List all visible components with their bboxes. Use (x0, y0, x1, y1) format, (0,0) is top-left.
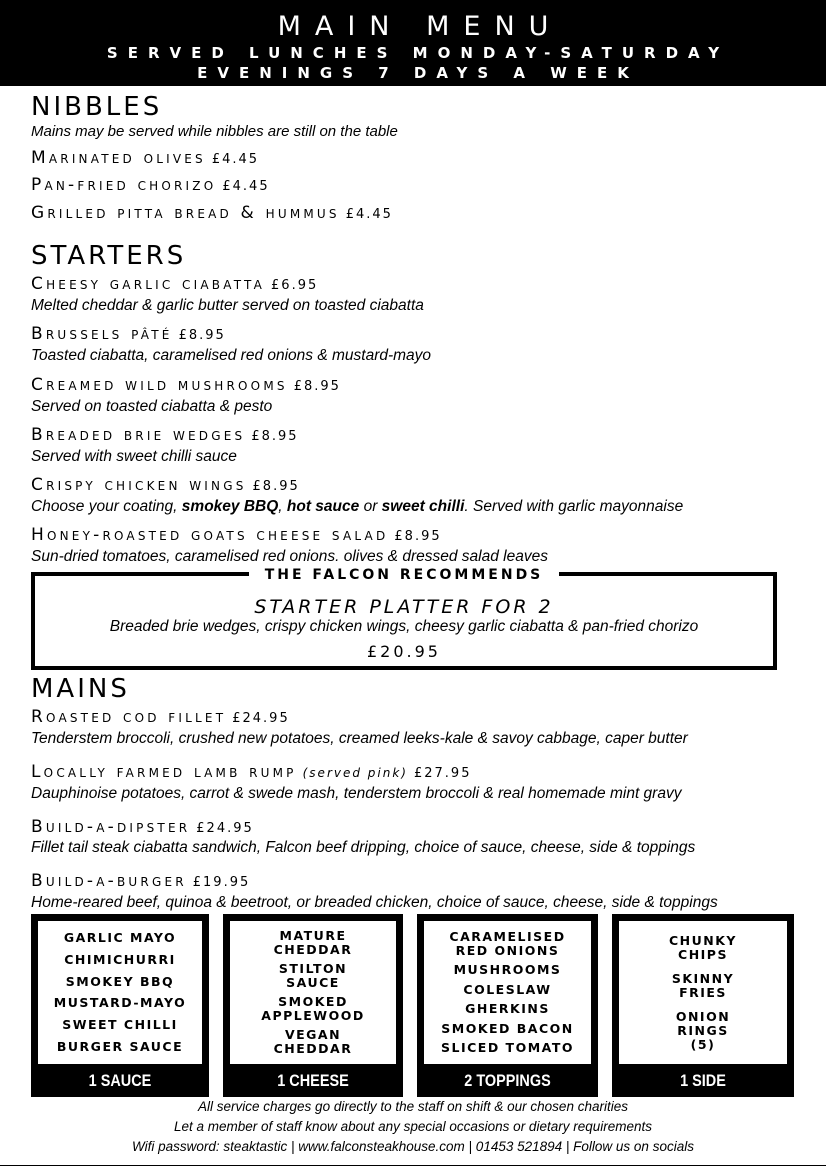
main-item (31, 761, 471, 785)
option-box-label: 2 TOPPINGS (464, 1071, 551, 1090)
main-item (31, 816, 254, 840)
item-name: Locally farmed lamb rump (31, 762, 297, 782)
footer-contact: Wifi password: steaktastic | www.falconsteakhouse.com | 01453 521894 | Follow us on socials (132, 1139, 694, 1154)
option-item: MUSTARD-MAYO (53, 995, 187, 1011)
option-box-label: 1 CHEESE (277, 1071, 349, 1090)
menu-subtitle-lunch: SERVED LUNCHES MONDAY-SATURDAY (106, 44, 730, 62)
starters-heading: STARTERS (31, 241, 187, 271)
desc-text: , (278, 498, 287, 515)
option-item: SMOKEY BBQ (65, 973, 175, 989)
option-item: MUSHROOMS (453, 962, 562, 978)
item-name: Honey-roasted goats cheese salad (31, 525, 389, 545)
coating-bbq: smokey BBQ (181, 498, 279, 515)
starter-item (31, 273, 318, 297)
item-name: Brussels pâté (31, 324, 173, 344)
item-name: Cheesy garlic ciabatta (31, 274, 266, 294)
item-price: £27.95 (413, 766, 472, 781)
mains-heading: MAINS (31, 674, 130, 704)
starter-item (31, 323, 226, 347)
item-name: Pan-fried chorizo (31, 175, 217, 195)
item-price: £8.95 (251, 429, 299, 444)
item-price: £4.45 (222, 179, 270, 194)
item-price: £8.95 (293, 379, 341, 394)
platter-name: STARTER PLATTER FOR 2 (254, 596, 554, 618)
nibble-item (31, 174, 270, 198)
item-price: £6.95 (271, 278, 319, 293)
main-item (31, 706, 290, 730)
item-description: Toasted ciabatta, caramelised red onions & mustard-mayo (31, 347, 432, 364)
option-item: STILTON SAUCE (278, 961, 348, 991)
item-price: £4.45 (345, 207, 393, 222)
item-description: Served with sweet chilli sauce (31, 448, 237, 465)
footer-dietary: Let a member of staff know about any special occasions or dietary requirements (174, 1119, 652, 1134)
coating-hot-sauce: hot sauce (286, 498, 360, 515)
item-description: Tenderstem broccoli, crushed new potatoes, creamed leeks-kale & savoy cabbage, caper butter (31, 730, 688, 747)
option-item: MATURE CHEDDAR (273, 928, 353, 958)
recommends-title-wrap (35, 564, 773, 583)
item-name: Build-a-dipster (31, 817, 191, 837)
item-name: Grilled pitta bread & hummus (31, 203, 340, 223)
recommends-title: THE FALCON RECOMMENDS (249, 567, 560, 583)
bottom-divider (0, 1165, 826, 1166)
option-item: CHUNKY CHIPS (669, 932, 737, 962)
item-name: Marinated olives (31, 148, 206, 168)
starter-item (31, 524, 442, 548)
item-description: Melted cheddar & garlic butter served on toasted ciabatta (31, 297, 424, 314)
item-description (31, 497, 683, 516)
menu-header (0, 0, 826, 86)
option-item: COLESLAW (463, 981, 552, 997)
nibble-item (31, 202, 393, 226)
item-price: £8.95 (252, 479, 300, 494)
option-item: CHIMICHURRI (64, 951, 176, 967)
platter-description: Breaded brie wedges, crispy chicken wings, cheesy garlic ciabatta & pan-fried chorizo (109, 618, 699, 635)
option-item: CARAMELISED RED ONIONS (449, 928, 566, 958)
option-item: VEGAN CHEDDAR (273, 1026, 353, 1056)
item-name: Build-a-burger (31, 871, 187, 891)
item-description: Home-reared beef, quinoa & beetroot, or breaded chicken, choice of sauce, cheese, side & toppings (31, 894, 718, 911)
recommends-box (31, 567, 777, 670)
desc-text: . Served with garlic mayonnaise (464, 498, 684, 515)
item-name: Crispy chicken wings (31, 475, 247, 495)
option-item: BURGER SAUCE (56, 1039, 184, 1055)
nibble-item (31, 147, 259, 171)
item-description: Dauphinoise potatoes, carrot & swede mash, tenderstem broccoli & real homemade mint gravy (31, 785, 682, 802)
toppings-option-box (417, 914, 598, 1097)
option-item: SKINNY FRIES (671, 970, 735, 1000)
option-item: SMOKED APPLEWOOD (261, 993, 365, 1023)
option-item: GARLIC MAYO (63, 929, 177, 945)
option-box-label: 1 SIDE (680, 1071, 726, 1090)
main-item (31, 870, 250, 894)
item-price: £8.95 (394, 529, 442, 544)
served-pink-note: (served pink) (302, 766, 408, 780)
item-price: £4.45 (211, 152, 260, 167)
option-item: SWEET CHILLI (62, 1017, 178, 1033)
option-box-label: 1 SAUCE (88, 1071, 152, 1090)
coating-sweet-chilli: sweet chilli (381, 498, 465, 515)
nibbles-note: Mains may be served while nibbles are still on the table (31, 123, 398, 140)
item-description: Fillet tail steak ciabatta sandwich, Falcon beef dripping, choice of sauce, cheese, side & toppings (31, 839, 696, 856)
item-price: £8.95 (178, 328, 226, 343)
option-item: ONION RINGS (5) (675, 1008, 731, 1052)
menu-subtitle-evening: EVENINGS 7 DAYS A WEEK (197, 64, 639, 82)
platter-price: £20.95 (367, 642, 441, 661)
sauce-option-box (31, 914, 209, 1097)
item-price: £24.95 (196, 821, 254, 836)
starter-item (31, 474, 300, 498)
item-price: £19.95 (192, 875, 251, 890)
option-list (38, 921, 202, 1064)
item-name: Breaded brie wedges (31, 425, 246, 445)
item-description: Served on toasted ciabatta & pesto (31, 398, 273, 415)
cheese-option-box (223, 914, 403, 1097)
item-name: Creamed wild mushrooms (31, 375, 288, 395)
option-list (619, 921, 787, 1064)
option-list (230, 921, 396, 1064)
option-item: SMOKED BACON (441, 1020, 574, 1036)
option-item: SLICED TOMATO (440, 1040, 574, 1056)
starter-item (31, 374, 341, 398)
footer-service-charges: All service charges go directly to the staff on shift & our chosen charities (198, 1099, 628, 1114)
item-name: Roasted cod fillet (31, 707, 227, 727)
desc-text: or (359, 498, 382, 515)
item-description: Sun-dried tomatoes, caramelised red onions. olives & dressed salad leaves (31, 548, 548, 565)
option-list (424, 921, 591, 1064)
item-price: £24.95 (232, 711, 290, 726)
nibbles-heading: NIBBLES (31, 92, 163, 122)
starter-item (31, 424, 299, 448)
menu-title: MAIN MENU (277, 11, 563, 42)
side-option-box (612, 914, 794, 1097)
option-item: GHERKINS (465, 1001, 550, 1017)
desc-text: Choose your coating, (31, 498, 182, 515)
